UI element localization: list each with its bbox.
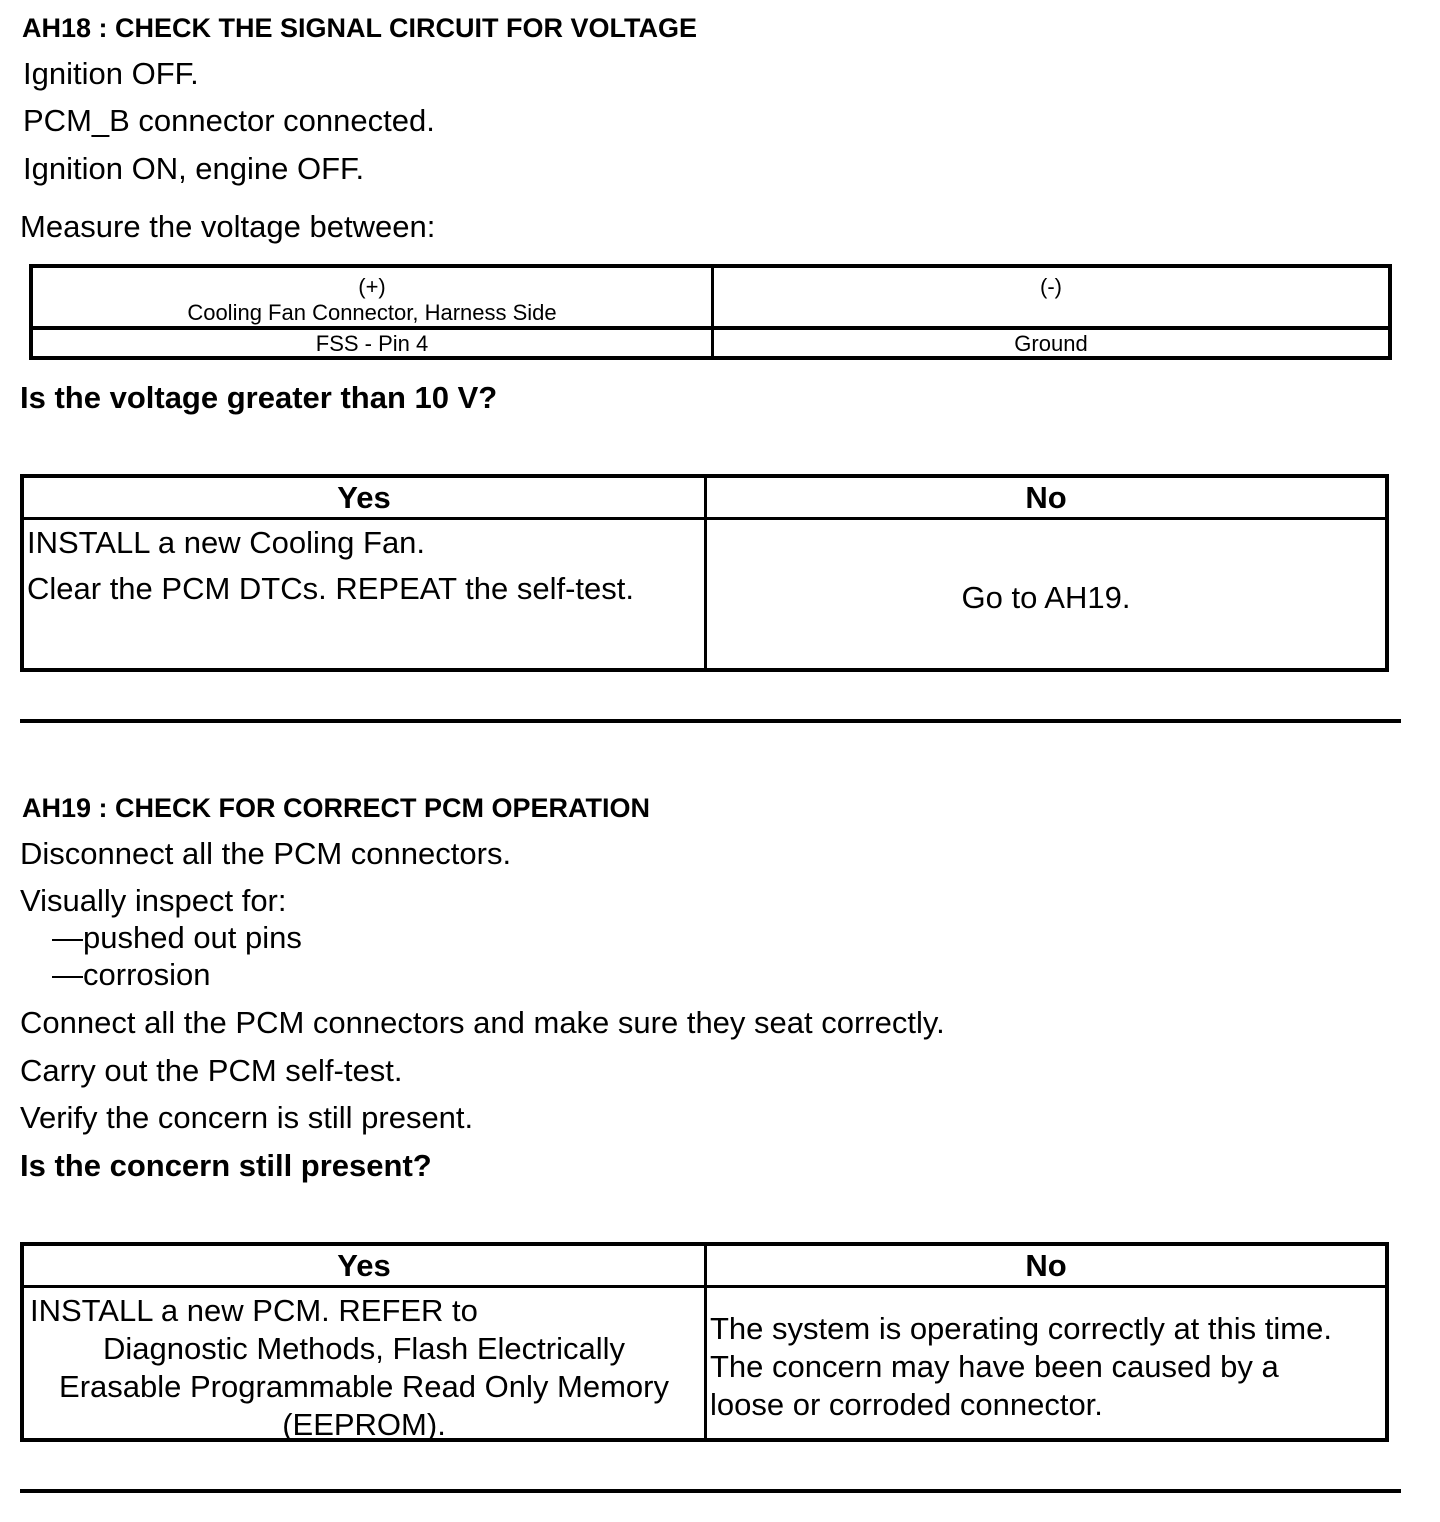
- ah19-step-verify: Verify the concern is still present.: [20, 1100, 474, 1135]
- table-row-divider: [24, 1285, 1385, 1288]
- table-row-divider: [33, 326, 1388, 330]
- ah19-question: Is the concern still present?: [20, 1148, 432, 1183]
- yes-header: Yes: [337, 1248, 391, 1283]
- ah19-step-self-test: Carry out the PCM self-test.: [20, 1053, 403, 1088]
- ah19-inspect-intro: Visually inspect for:: [20, 883, 287, 918]
- no-action-line-3: loose or corroded connector.: [710, 1387, 1103, 1422]
- inspect-item-corrosion: —corrosion: [52, 957, 211, 992]
- ah18-step-3: Ignition ON, engine OFF.: [23, 151, 365, 186]
- yes-action-line-2: Diagnostic Methods, Flash Electrically: [102, 1331, 626, 1366]
- ah18-question: Is the voltage greater than 10 V?: [20, 380, 498, 415]
- no-header: No: [1025, 480, 1067, 515]
- minus-header: (-): [1040, 274, 1062, 299]
- yes-action-line-2: Clear the PCM DTCs. REPEAT the self-test.: [27, 571, 634, 606]
- section-divider: [20, 719, 1401, 723]
- ah18-step-1: Ignition OFF.: [23, 56, 199, 91]
- minus-value: Ground: [1014, 331, 1088, 356]
- no-action: Go to AH19.: [961, 580, 1131, 615]
- ah18-measurement-table: [29, 264, 1392, 360]
- yes-header: Yes: [337, 480, 391, 515]
- ah18-step-2: PCM_B connector connected.: [23, 103, 435, 138]
- ah18-heading: AH18 : CHECK THE SIGNAL CIRCUIT FOR VOLTAGE: [22, 13, 698, 43]
- yes-action-line-4: (EEPROM).: [282, 1407, 446, 1442]
- plus-header: (+): [358, 274, 386, 299]
- table-row-divider: [24, 517, 1385, 520]
- no-action-line-2: The concern may have been caused by a: [710, 1349, 1279, 1384]
- yes-action-line-1: INSTALL a new PCM. REFER to: [30, 1293, 478, 1328]
- ah18-result-table: [20, 474, 1389, 672]
- ah18-measure-intro: Measure the voltage between:: [20, 209, 436, 244]
- no-action-line-1: The system is operating correctly at this time.: [710, 1311, 1332, 1346]
- ah19-result-table: [20, 1242, 1389, 1442]
- inspect-item-pushed-out-pins: —pushed out pins: [52, 920, 302, 955]
- plus-value: FSS - Pin 4: [315, 331, 429, 356]
- yes-action-line-1: INSTALL a new Cooling Fan.: [27, 525, 426, 560]
- ah19-step-disconnect: Disconnect all the PCM connectors.: [20, 836, 512, 871]
- section-divider: [20, 1489, 1401, 1493]
- ah19-heading: AH19 : CHECK FOR CORRECT PCM OPERATION: [22, 793, 651, 823]
- yes-action-line-3: Erasable Programmable Read Only Memory: [59, 1369, 669, 1404]
- no-header: No: [1025, 1248, 1067, 1283]
- ah19-step-connect: Connect all the PCM connectors and make sure they seat correctly.: [20, 1005, 945, 1040]
- plus-subheader: Cooling Fan Connector, Harness Side: [187, 300, 557, 325]
